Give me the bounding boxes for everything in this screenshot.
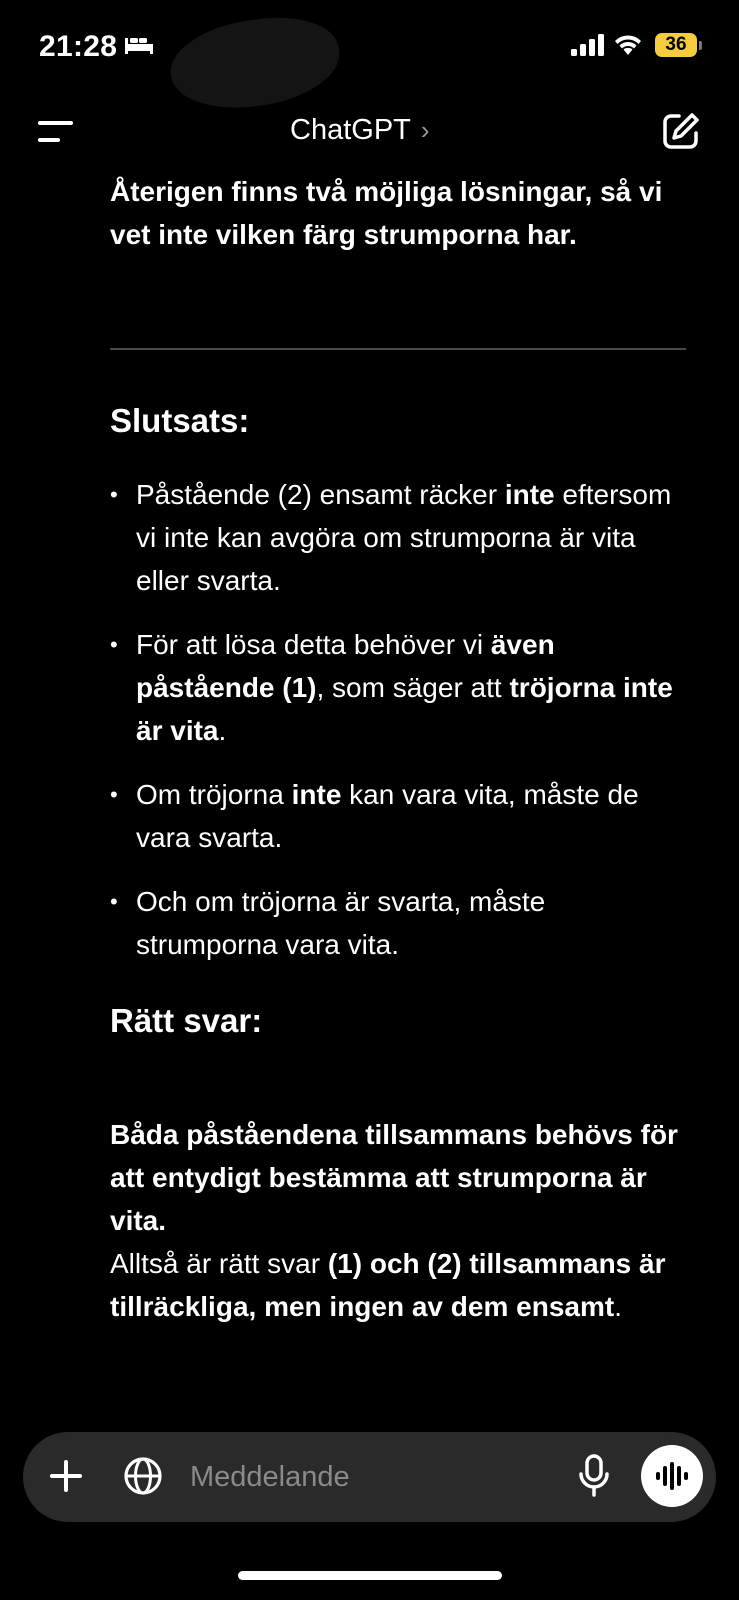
answer-heading: Rätt svar: xyxy=(110,1002,263,1039)
battery-tip xyxy=(699,41,702,50)
status-time: 21:28 xyxy=(39,30,118,63)
list-item xyxy=(110,473,690,602)
bullet-dot: • xyxy=(110,482,118,507)
globe-icon[interactable] xyxy=(123,1456,163,1496)
conclusion-list xyxy=(110,473,690,987)
bullet-bold: även påstående (1) xyxy=(136,629,555,703)
nav-title: ChatGPT xyxy=(290,114,411,146)
chevron-right-icon: › xyxy=(420,115,430,145)
answer-bold: Båda påståendena tillsammans behövs för att entydigt bestämma att strumporna är vita. xyxy=(110,1119,678,1236)
answer-paragraph xyxy=(110,1113,700,1328)
compose-icon[interactable] xyxy=(662,112,700,150)
bullet-bold: inte xyxy=(504,479,555,510)
bullet-text: . xyxy=(218,715,227,746)
voice-mode-button[interactable] xyxy=(641,1445,703,1507)
answer-text: . xyxy=(614,1291,622,1322)
message-input[interactable] xyxy=(188,1454,552,1500)
list-item xyxy=(110,880,690,966)
bullet-text: Påstående (2) ensamt räcker xyxy=(136,479,505,510)
divider xyxy=(110,348,686,350)
bullet-bold: tröjorna inte är vita xyxy=(136,672,673,746)
nav-bar xyxy=(0,100,739,165)
conclusion-heading: Slutsats: xyxy=(110,402,250,439)
wifi-icon xyxy=(612,32,644,56)
bullet-dot: • xyxy=(110,782,118,807)
answer-bold: (1) och (2) tillsammans är tillräckliga, men ingen av dem ensamt xyxy=(110,1248,666,1322)
bullet-text: Och om tröjorna är svarta, måste strumporna vara vita. xyxy=(136,886,546,960)
bullet-dot: • xyxy=(110,632,118,657)
bullet-text: Om tröjorna xyxy=(136,779,292,810)
list-item xyxy=(110,773,690,859)
bed-icon xyxy=(124,35,154,55)
home-indicator xyxy=(238,1571,502,1580)
battery-icon: 36 xyxy=(655,33,697,57)
bullet-dot: • xyxy=(110,889,118,914)
model-selector[interactable] xyxy=(290,114,430,147)
plus-icon[interactable] xyxy=(47,1457,85,1495)
intro-text: Återigen finns två möjliga lösningar, så vi vet inte vilken färg strumporna har. xyxy=(110,176,663,250)
status-bar xyxy=(0,0,739,95)
menu-icon[interactable] xyxy=(38,120,74,144)
list-item xyxy=(110,623,690,752)
composer-bar xyxy=(23,1432,716,1522)
answer-text: Alltså är rätt svar xyxy=(110,1248,328,1279)
message-intro xyxy=(110,170,690,256)
signal-icon xyxy=(571,34,605,56)
bullet-bold: inte xyxy=(291,779,342,810)
voice-mode-icon xyxy=(655,1461,689,1491)
bullet-text: , som säger att xyxy=(316,672,510,703)
bullet-text: eftersom vi inte kan avgöra om strumporna är vita eller svarta. xyxy=(136,479,672,596)
microphone-icon[interactable] xyxy=(578,1454,610,1498)
bullet-text: kan vara vita, måste de vara svarta. xyxy=(136,779,639,853)
bullet-text: För att lösa detta behöver vi xyxy=(136,629,491,660)
